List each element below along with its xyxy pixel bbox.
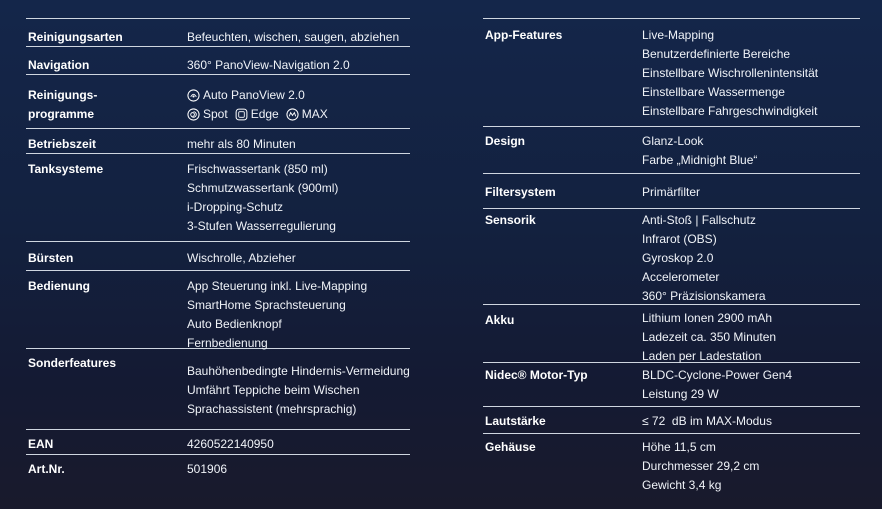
spec-label: Bürsten bbox=[28, 251, 74, 265]
spec-value: Gewicht 3,4 kg bbox=[642, 478, 722, 492]
spec-row-reinigungsprogramme bbox=[26, 74, 410, 128]
spec-value: Leistung 29 W bbox=[642, 387, 719, 401]
spec-values bbox=[187, 354, 410, 429]
spec-value: i-Dropping-Schutz bbox=[187, 200, 284, 214]
spec-values bbox=[642, 309, 776, 362]
ean-value: 4260522140950 bbox=[187, 437, 274, 451]
spec-row-motor-typ bbox=[483, 362, 860, 406]
spec-value: Befeuchten, wischen, saugen, abziehen bbox=[187, 30, 400, 44]
spec-value: Infrarot (OBS) bbox=[642, 232, 717, 246]
spec-row-reinigungsarten bbox=[26, 18, 410, 46]
spec-value: Einstellbare Wassermenge bbox=[642, 85, 785, 99]
spec-value: Anti-Stoß | Fallschutz bbox=[642, 213, 756, 227]
spec-row-sensorik bbox=[483, 208, 860, 304]
spec-label: Tanksysteme bbox=[28, 162, 104, 176]
spec-value: mehr als 80 Minuten bbox=[187, 137, 296, 151]
program-auto-panoview: Auto PanoView 2.0 bbox=[203, 88, 305, 102]
spec-values bbox=[187, 435, 274, 454]
spec-row-app-features bbox=[483, 18, 860, 126]
spec-row-sonderfeatures bbox=[26, 348, 410, 429]
spec-value: Fernbedienung bbox=[187, 336, 268, 350]
spec-row-artnr bbox=[26, 454, 410, 480]
spec-row-gehaeuse bbox=[483, 433, 860, 497]
program-list bbox=[187, 86, 328, 128]
spec-row-tanksysteme bbox=[26, 153, 410, 241]
spec-value: Höhe 11,5 cm bbox=[642, 440, 716, 454]
spec-value: BLDC-Cyclone-Power Gen4 bbox=[642, 368, 793, 382]
spec-label: EAN bbox=[28, 437, 54, 451]
spec-row-design bbox=[483, 126, 860, 173]
spec-label: Lautstärke bbox=[485, 414, 546, 428]
spec-values bbox=[642, 412, 772, 433]
program-spot: Spot bbox=[203, 107, 228, 121]
article-number-value: 501906 bbox=[187, 462, 228, 476]
spec-value: 360° Präzisionskamera bbox=[642, 289, 766, 303]
spec-values bbox=[642, 438, 759, 497]
spec-values bbox=[642, 211, 766, 304]
spec-row-betriebszeit bbox=[26, 128, 410, 153]
spec-label: Sensorik bbox=[485, 213, 536, 227]
spec-value: ≤ 72 dB im MAX-Modus bbox=[642, 414, 772, 428]
spec-label: Reinigungs- programme bbox=[28, 88, 98, 121]
spec-label: Bedienung bbox=[28, 279, 90, 293]
spec-value: Auto Bedienknopf bbox=[187, 317, 282, 331]
spec-values bbox=[187, 160, 338, 241]
spec-values bbox=[642, 132, 757, 173]
spec-row-filtersystem bbox=[483, 173, 860, 208]
spec-value: Farbe „Midnight Blue“ bbox=[642, 153, 758, 167]
spec-value: Sprachassistent (mehrsprachig) bbox=[187, 402, 357, 416]
spot-icon bbox=[187, 108, 200, 121]
spec-table-right bbox=[483, 18, 860, 497]
spec-value: Glanz-Look bbox=[642, 134, 704, 148]
spec-label: Design bbox=[485, 134, 526, 148]
spec-row-lautstaerke bbox=[483, 406, 860, 433]
spec-value: SmartHome Sprachsteuerung bbox=[187, 298, 346, 312]
spec-label: Betriebszeit bbox=[28, 137, 97, 151]
spec-label: Filtersystem bbox=[485, 185, 556, 199]
spec-value: Primärfilter bbox=[642, 185, 701, 199]
spec-values bbox=[187, 28, 399, 46]
spec-label: Nidec® Motor-Typ bbox=[485, 368, 588, 382]
spec-row-buersten bbox=[26, 241, 410, 270]
spec-label: Akku bbox=[485, 313, 515, 327]
spec-values bbox=[642, 366, 792, 406]
spec-value: Laden per Ladestation bbox=[642, 349, 762, 363]
spec-value: Schmutzwassertank (900ml) bbox=[187, 181, 339, 195]
spec-value: Benutzerdefinierte Bereiche bbox=[642, 47, 791, 61]
spec-value: Bauhöhenbedingte Hindernis-Vermeidung bbox=[187, 364, 410, 378]
spec-value: 3-Stufen Wasserregulierung bbox=[187, 219, 336, 233]
spec-values bbox=[642, 26, 818, 126]
spec-label: Navigation bbox=[28, 58, 90, 72]
spec-value: App Steuerung inkl. Live-Mapping bbox=[187, 279, 368, 293]
edge-icon bbox=[235, 108, 248, 121]
spec-row-ean bbox=[26, 429, 410, 454]
spec-value: Durchmesser 29,2 cm bbox=[642, 459, 760, 473]
spec-label: Reinigungsarten bbox=[28, 30, 123, 44]
spec-values bbox=[187, 249, 296, 270]
program-max: MAX bbox=[301, 107, 328, 121]
spec-row-bedienung bbox=[26, 270, 410, 348]
spec-values bbox=[187, 277, 367, 348]
spec-row-akku bbox=[483, 304, 860, 362]
spec-label: Art.Nr. bbox=[28, 462, 65, 476]
spec-values bbox=[187, 56, 350, 74]
spec-value: Einstellbare Wischrollenintensität bbox=[642, 66, 819, 80]
spec-value: Einstellbare Fahrgeschwindigkeit bbox=[642, 104, 818, 118]
spec-label: Gehäuse bbox=[485, 440, 536, 454]
spec-value: Lithium Ionen 2900 mAh bbox=[642, 311, 773, 325]
spec-label: App-Features bbox=[485, 28, 563, 42]
spec-values bbox=[187, 460, 227, 480]
spec-value: Frischwassertank (850 ml) bbox=[187, 162, 328, 176]
max-icon bbox=[286, 108, 299, 121]
spec-value: Umfährt Teppiche beim Wischen bbox=[187, 383, 360, 397]
spec-row-navigation bbox=[26, 46, 410, 74]
spec-value: 360° PanoView-Navigation 2.0 bbox=[187, 58, 350, 72]
spec-label: Sonderfeatures bbox=[28, 356, 117, 370]
program-edge: Edge bbox=[250, 107, 279, 121]
spec-table-left bbox=[26, 18, 410, 480]
spec-values bbox=[187, 135, 296, 153]
spec-value: Gyroskop 2.0 bbox=[642, 251, 714, 265]
auto-panoview-icon bbox=[187, 89, 200, 102]
spec-value: Accelerometer bbox=[642, 270, 720, 284]
spec-value: Live-Mapping bbox=[642, 28, 715, 42]
spec-values bbox=[642, 183, 700, 208]
spec-value: Wischrolle, Abzieher bbox=[187, 251, 296, 265]
spec-value: Ladezeit ca. 350 Minuten bbox=[642, 330, 777, 344]
